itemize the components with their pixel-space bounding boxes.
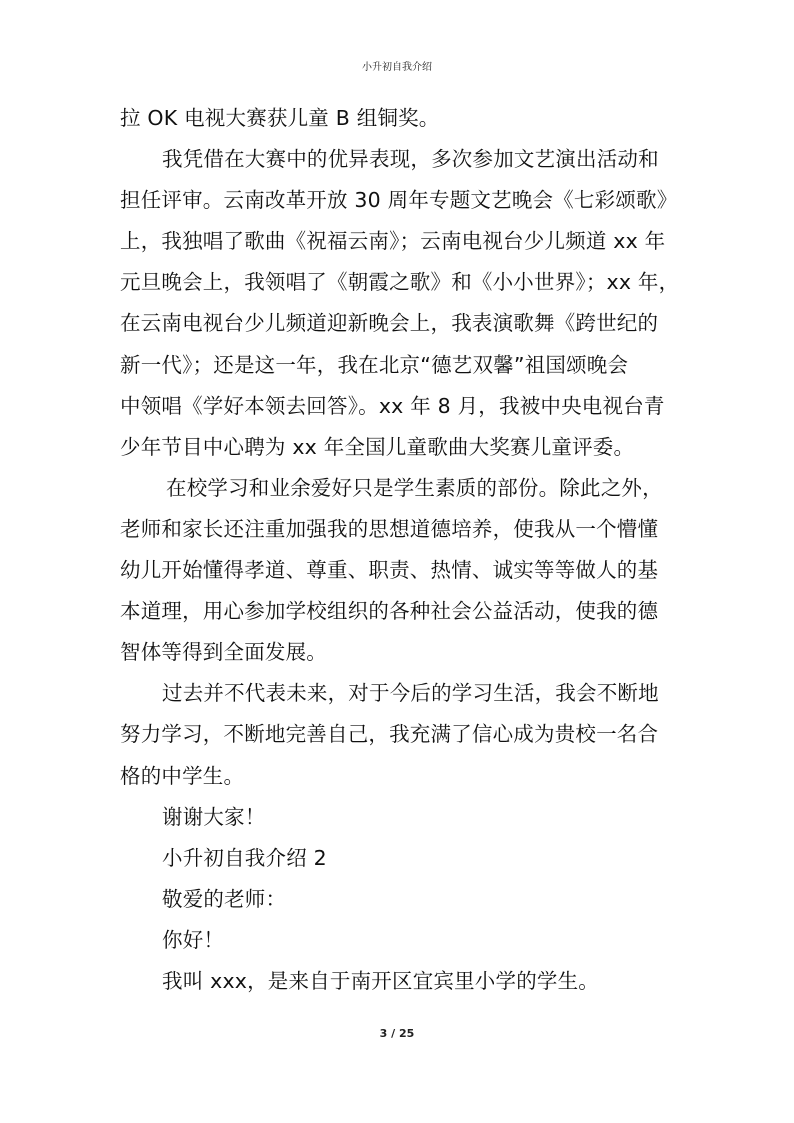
paragraph-start-line: 过去并不代表未来，对于今后的学习生活，我会不断地 (162, 681, 659, 706)
salutation-line: 敬爱的老师： (162, 886, 287, 911)
text-line: 格的中学生。 (120, 763, 245, 788)
page-header: 小升初自我介绍 (362, 62, 432, 73)
text-line: 中领唱《学好本领去回答》。xx 年 8 月，我被中央电视台青 (120, 393, 665, 418)
text-line: 拉 OK 电视大赛获儿童 B 组铜奖。 (120, 106, 440, 130)
text-line: 本道理，用心参加学校组织的各种社会公益活动，使我的德 (120, 599, 659, 624)
text-line: 少年节目中心聘为 xx 年全国儿童歌曲大奖赛儿童评委。 (120, 434, 635, 459)
text-line: 元旦晚会上，我领唱了《朝霞之歌》和《小小世界》；xx 年， (120, 270, 680, 295)
paragraph-start-line: 我叫 xxx，是来自于南开区宜宾里小学的学生。 (162, 968, 600, 993)
text-line: 智体等得到全面发展。 (120, 640, 327, 665)
text-line: 担任评审。云南改革开放 30 周年专题文艺晚会《七彩颂歌》 (120, 188, 678, 213)
text-line: 努力学习，不断地完善自己，我充满了信心成为贵校一名合 (120, 722, 659, 747)
text-line: 幼儿开始懂得孝道、尊重、职责、热情、诚实等等做人的基 (120, 558, 659, 583)
paragraph-start-line: 我凭借在大赛中的优异表现，多次参加文艺演出活动和 (162, 147, 659, 172)
section-heading: 小升初自我介绍 2 (162, 845, 327, 870)
text-line: 老师和家长还注重加强我的思想道德培养，使我从一个懵懂 (120, 516, 659, 541)
page-number: 3 / 25 (379, 1027, 415, 1040)
text-line: 上，我独唱了歌曲《祝福云南》；云南电视台少儿频道 xx 年 (120, 229, 666, 254)
text-line: 在云南电视台少儿频道迎新晚会上，我表演歌舞《跨世纪的 (120, 311, 659, 336)
text-line: 新一代》；还是这一年，我在北京“德艺双馨”祖国颂晚会 (120, 352, 629, 377)
paragraph-start-line: 在校学习和业余爱好只是学生素质的部份。除此之外， (166, 475, 663, 500)
document-body (120, 98, 700, 1002)
closing-line: 谢谢大家！ (162, 804, 266, 829)
greeting-line: 你好！ (162, 927, 225, 952)
